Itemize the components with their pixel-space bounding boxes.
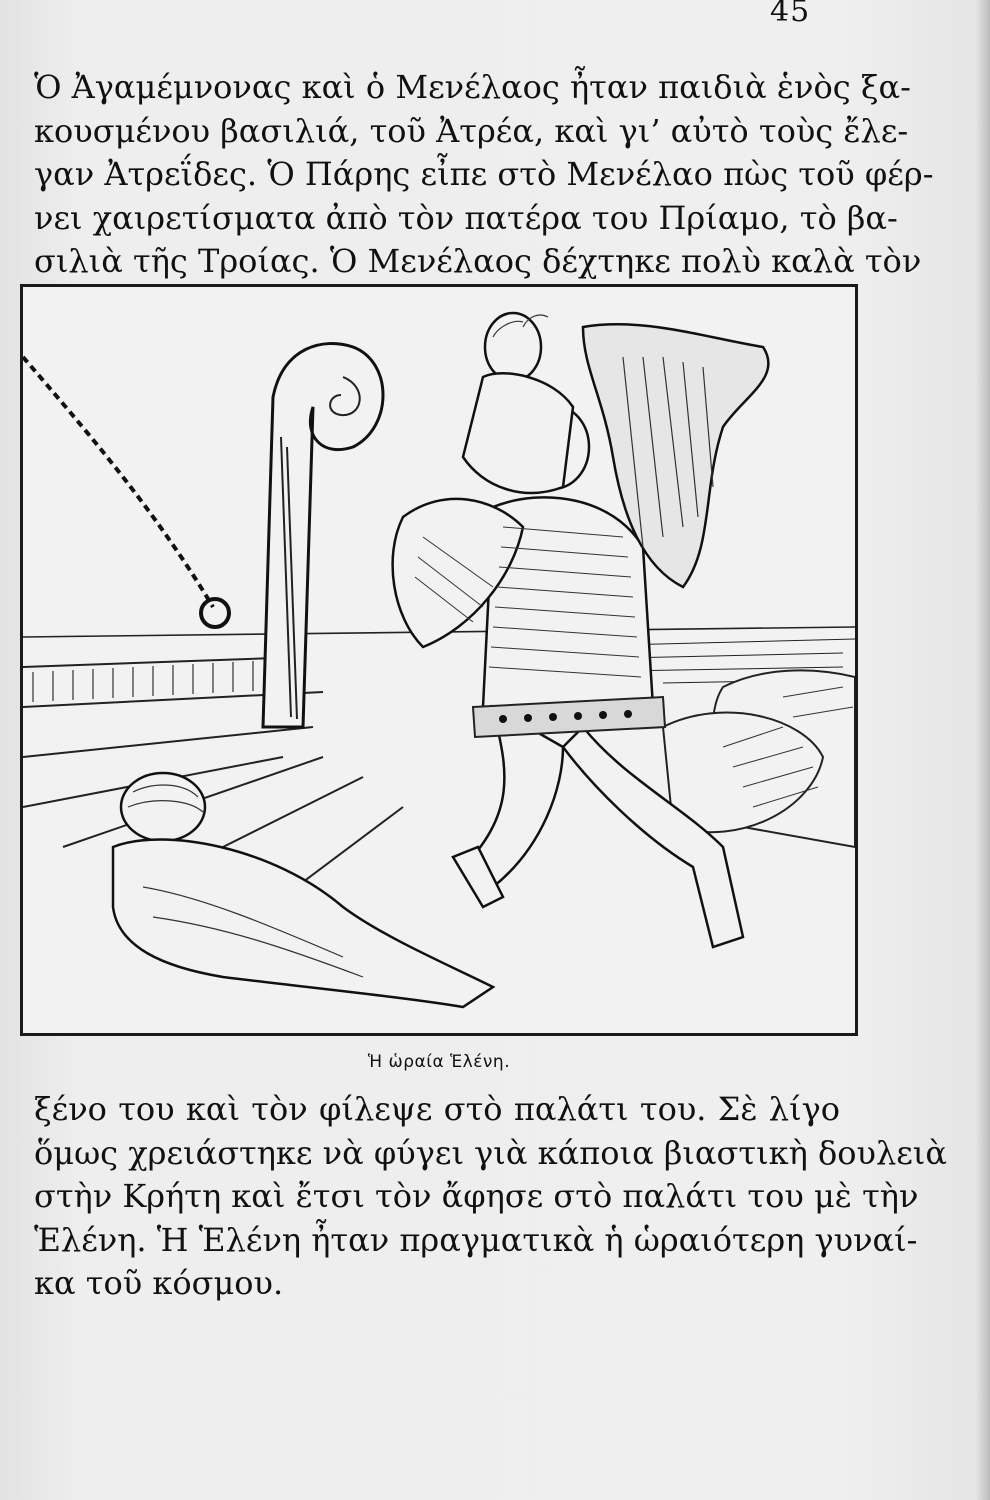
- illustration-paris-carrying-helen-icon: [23, 287, 855, 1033]
- text-line: ξένο του καὶ τὸν φίλεψε στὸ παλάτι του. Σὲ λίγο: [34, 1090, 840, 1128]
- page-edge-shadow: [976, 0, 990, 1500]
- text-line: Ἑλένη. Ἡ Ἑλένη ἦταν πραγματικὰ ἡ ὡραιότερη γυναί-: [34, 1220, 918, 1259]
- text-line: κα τοῦ κόσμου.: [34, 1264, 284, 1302]
- text-line: ὅμως χρειάστηκε νὰ φύγει γιὰ κάποια βιαστικὴ δουλειὰ: [34, 1133, 947, 1172]
- text-line: κουσμένου βασιλιά, τοῦ Ἀτρέα, καὶ γι’ αὐτὸ τοὺς ἔλε-: [34, 111, 909, 150]
- page-number: 45: [770, 0, 811, 29]
- text-line: σιλιὰ τῆς Τροίας. Ὁ Μενέλαος δέχτηκε πολὺ καλὰ τὸν: [34, 242, 922, 280]
- paragraph-top: [34, 66, 934, 284]
- figure-caption: Ἡ ὡραία Ἑλένη.: [367, 1052, 511, 1072]
- text-line: στὴν Κρήτη καὶ ἔτσι τὸν ἄφησε στὸ παλάτι του μὲ τὴν: [34, 1177, 919, 1215]
- paragraph-bottom: [34, 1088, 947, 1306]
- text-line: γαν Ἀτρεΐδες. Ὁ Πάρης εἶπε στὸ Μενέλαο πὼς τοῦ φέρ-: [34, 155, 934, 193]
- illustration-frame: [20, 284, 858, 1036]
- text-line: Ὁ Ἀγαμέμνονας καὶ ὁ Μενέλαος ἦταν παιδιὰ ἑνὸς ξα-: [34, 68, 911, 106]
- text-line: νει χαιρετίσματα ἀπὸ τὸν πατέρα του Πρίαμο, τὸ βα-: [34, 198, 898, 237]
